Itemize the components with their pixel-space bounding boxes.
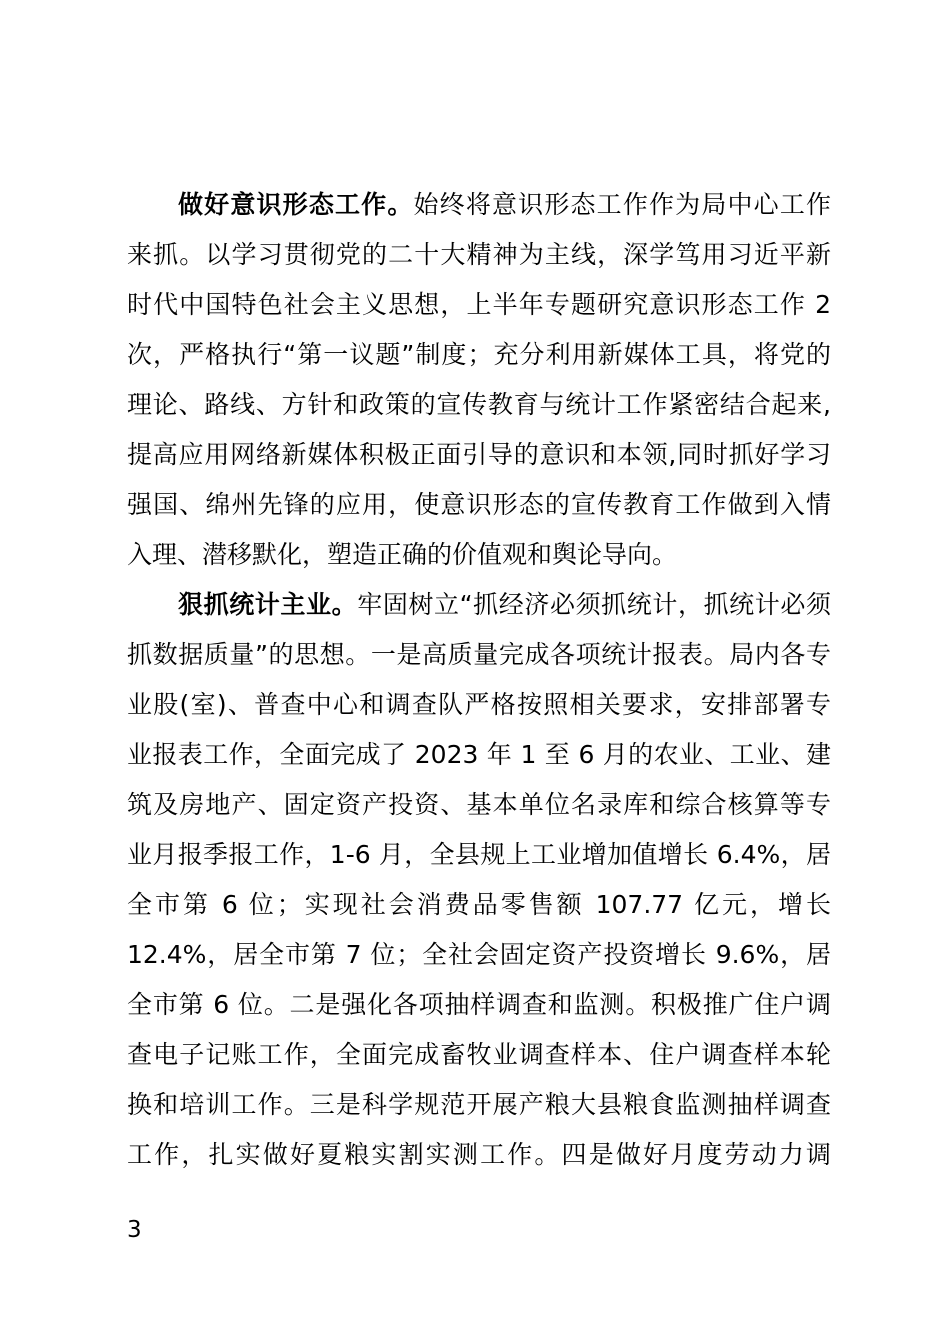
- paragraph-2-line-12: 工作，扎实做好夏粮实割实测工作。四是做好月度劳动力调: [127, 1140, 831, 1169]
- paragraph-2-line-6: 业月报季报工作，1-6 月，全县规上工业增加值增长 6.4%，居: [127, 840, 831, 869]
- paragraph-2-line-5: 筑及房地产、固定资产投资、基本单位名录库和综合核算等专: [127, 790, 831, 819]
- paragraph-1-line-3: 时代中国特色社会主义思想，上半年专题研究意识形态工作 2: [127, 290, 831, 319]
- paragraph-2-line-4: 业报表工作，全面完成了 2023 年 1 至 6 月的农业、工业、建: [127, 740, 831, 769]
- paragraph-1-line-7: 强国、绵州先锋的应用，使意识形态的宣传教育工作做到入情: [127, 490, 831, 519]
- paragraph-1-line-1-text: 始终将意识形态工作作为局中心工作: [413, 190, 831, 219]
- paragraph-2-line-2: 抓数据质量”的思想。一是高质量完成各项统计报表。局内各专: [127, 640, 831, 669]
- paragraph-2-line-9: 全市第 6 位。二是强化各项抽样调查和监测。积极推广住户调: [127, 990, 831, 1019]
- page-number: 3: [127, 1217, 142, 1243]
- paragraph-2-line-1-text: 牢固树立“抓经济必须抓统计，抓统计必须: [357, 590, 831, 619]
- paragraph-2-line-7: 全市第 6 位；实现社会消费品零售额 107.77 亿元，增长: [127, 890, 831, 919]
- paragraph-1-line-1: [178, 180, 831, 230]
- paragraph-1-line-4: 次，严格执行“第一议题”制度；充分利用新媒体工具，将党的: [127, 340, 831, 369]
- paragraph-2-line-10: 查电子记账工作，全面完成畜牧业调查样本、住户调查样本轮: [127, 1040, 831, 1069]
- paragraph-2-line-1: [178, 580, 831, 630]
- paragraph-1-line-2: 来抓。以学习贯彻党的二十大精神为主线，深学笃用习近平新: [127, 240, 831, 269]
- paragraph-2-line-8: 12.4%，居全市第 7 位；全社会固定资产投资增长 9.6%，居: [127, 940, 831, 969]
- paragraph-2-heading: 狠抓统计主业。: [178, 590, 358, 619]
- paragraph-1-line-6: 提高应用网络新媒体积极正面引导的意识和本领,同时抓好学习: [127, 440, 831, 469]
- paragraph-1-heading: 做好意识形态工作。: [178, 190, 414, 219]
- paragraph-1-line-8: 入理、潜移默化，塑造正确的价值观和舆论导向。: [127, 540, 678, 569]
- paragraph-1-line-5: 理论、路线、方针和政策的宣传教育与统计工作紧密结合起来,: [127, 390, 831, 419]
- paragraph-2-line-3: 业股(室)、普查中心和调查队严格按照相关要求，安排部署专: [127, 690, 831, 719]
- paragraph-2-line-11: 换和培训工作。三是科学规范开展产粮大县粮食监测抽样调查: [127, 1090, 831, 1119]
